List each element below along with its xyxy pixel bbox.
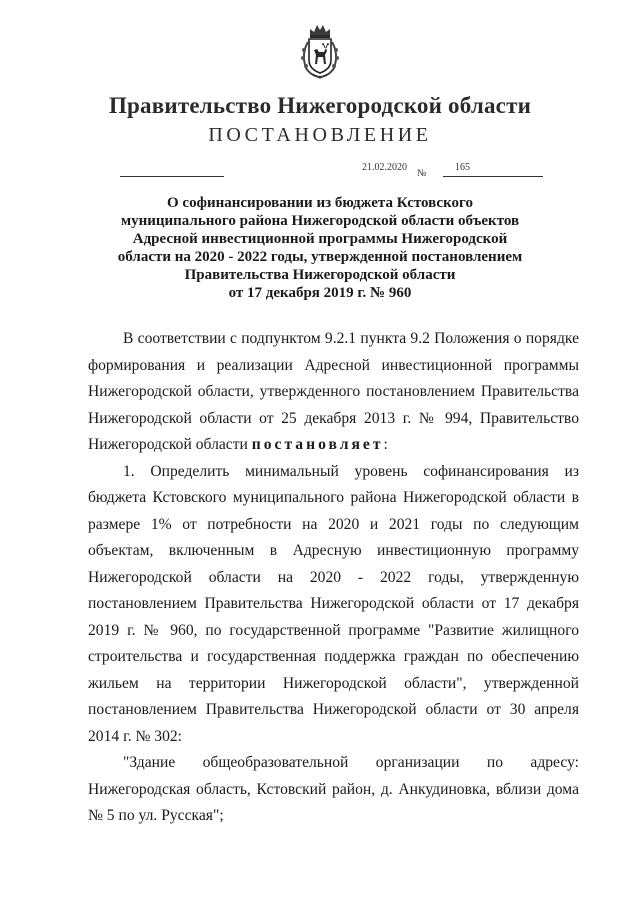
preamble-paragraph — [88, 326, 579, 459]
title-line: области на 2020 - 2022 годы, утвержденной постановлением — [117, 249, 523, 265]
number-sign: № — [417, 168, 427, 179]
coat-of-arms-emblem — [296, 22, 344, 80]
preamble-colon: : — [383, 436, 388, 453]
government-name: Правительство Нижегородской области — [108, 93, 532, 118]
decree-keyword: постановляет — [251, 436, 384, 453]
document-date: 21.02.2020 — [362, 162, 407, 173]
date-blank-line — [120, 176, 224, 177]
number-blank-line — [443, 176, 543, 177]
clause-1-paragraph: 1. Определить минимальный уровень софинансирования из бюджета Кстовского муниципального района Нижегородской области в размере 1% от потребности на 2020 и 2021 годы по следующим объектам, включенным в Адресную инвестиционную программу Нижегородской области на 2020 - 2022 годы, утвержденную постановлением Правительства Нижегородской области от 17 декабря 2019 г. № 960, по государственной программе "Развитие жилищного строительства и государственная поддержка граждан по обеспечению жильем на территории Нижегородской области", утвержденной постановлением Правительства Нижегородской области от 30 апреля 2014 г. № 302: — [88, 462, 579, 745]
document-type: ПОСТАНОВЛЕНИЕ — [208, 124, 432, 146]
document-number: 165 — [455, 162, 470, 173]
title-line: от 17 декабря 2019 г. № 960 — [228, 285, 412, 301]
document-title — [80, 194, 560, 302]
document-body — [88, 326, 579, 830]
title-line: муниципального района Нижегородской области объектов — [120, 213, 520, 229]
title-line: Адресной инвестиционной программы Нижегородской — [132, 231, 508, 247]
title-line: Правительства Нижегородской области — [184, 267, 456, 283]
object-paragraph: "Здание общеобразовательной организации по адресу: Нижегородская область, Кстовский район, д. Анкудиновка, вблизи дома № 5 по ул. Русская"; — [88, 754, 579, 824]
preamble-text: В соответствии с подпунктом 9.2.1 пункта 9.2 Положения о порядке формирования и реализации Адресной инвестиционной программы Нижегородской области, утвержденного постановлением Правительства Нижегородской области от 25 декабря 2013 г. № 994, Правительство Нижегородской области — [88, 330, 579, 453]
title-line: О софинансировании из бюджета Кстовского — [167, 195, 473, 211]
